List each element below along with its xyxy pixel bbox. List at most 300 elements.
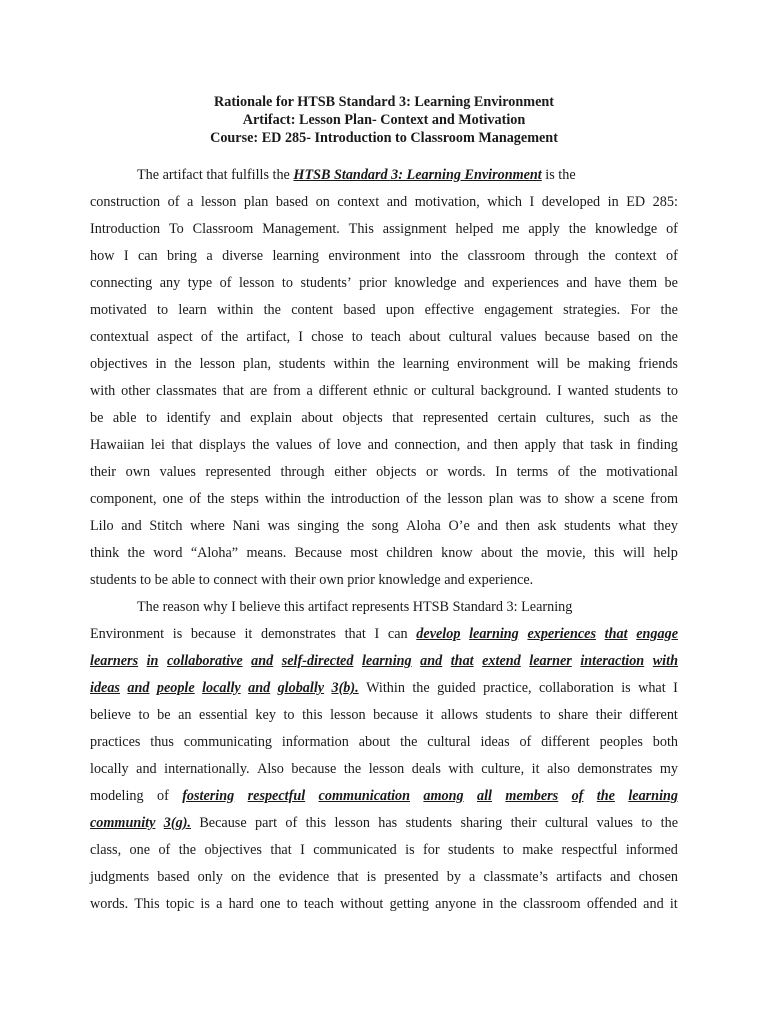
body-line (90, 891, 678, 918)
body-line (90, 189, 678, 216)
body-word: friends (638, 356, 678, 372)
body-word: and (566, 275, 587, 291)
body-word: a (600, 491, 607, 507)
body-word: experiences (491, 275, 559, 291)
body-word: is (172, 626, 183, 642)
body-word: values (500, 329, 537, 345)
body-word: of (318, 437, 331, 453)
body-word: a (206, 248, 213, 264)
body-word: have (594, 275, 622, 291)
body-word: contextual (90, 329, 150, 345)
body-word: of (200, 329, 213, 345)
body-line (90, 864, 678, 891)
body-word: and (466, 437, 488, 453)
body-word: construction (90, 194, 161, 210)
body-word: sharing (460, 815, 503, 831)
body-word: know (441, 545, 473, 561)
standard-emphasis-word: engage (636, 626, 678, 642)
body-word: the (377, 356, 395, 372)
body-word: strategies. (563, 302, 621, 318)
body-word: Within (366, 680, 405, 696)
body-word: steps (230, 491, 259, 507)
body-word: offended (586, 896, 637, 912)
body-word: either (334, 464, 367, 480)
body-word: Classroom (192, 221, 254, 237)
body-word: presented (384, 869, 439, 885)
body-word: lesson (199, 356, 236, 372)
body-word: through (280, 464, 325, 480)
body-word: of (156, 788, 169, 804)
body-word: with (448, 761, 474, 777)
body-word: objects (376, 464, 417, 480)
body-word: to (539, 707, 551, 723)
body-word: a (216, 896, 223, 912)
body-word: without (340, 896, 384, 912)
body-word: the (252, 437, 270, 453)
body-word: apply (528, 221, 560, 237)
body-word: cultural (431, 383, 475, 399)
body-word: and (220, 410, 241, 426)
body-word: and (463, 275, 485, 291)
body-word: task (590, 437, 614, 453)
body-word: classroom (467, 248, 526, 264)
body-word: my (659, 761, 678, 777)
body-word: a (306, 383, 313, 399)
body-word: informed (625, 842, 678, 858)
body-line (90, 837, 678, 864)
body-word: wanted (567, 383, 609, 399)
body-word: objects (342, 410, 383, 426)
body-word: learning (402, 356, 450, 372)
body-word: the (499, 896, 517, 912)
body-word: demonstrates (261, 626, 336, 642)
body-line (90, 594, 678, 621)
body-word: the (127, 545, 145, 561)
standard-emphasis-word: among (423, 788, 464, 804)
body-line (90, 351, 678, 378)
body-word: the (343, 761, 362, 777)
standard-emphasis-word: communication (318, 788, 410, 804)
body-word: of (189, 491, 202, 507)
body-word: word (153, 545, 183, 561)
body-word: type (187, 275, 213, 291)
body-word: by (446, 869, 461, 885)
body-word: lesson (238, 275, 275, 291)
body-word: the (579, 464, 597, 480)
body-word: classroom (523, 896, 581, 912)
body-word: upon (385, 302, 415, 318)
body-word: Environment (90, 626, 165, 642)
body-word: motivation, (414, 194, 480, 210)
body-line (90, 621, 678, 648)
body-word: aspect (157, 329, 193, 345)
body-word: to (641, 815, 653, 831)
body-word: love (336, 437, 362, 453)
body-word: this (305, 815, 327, 831)
document-heading (90, 93, 678, 147)
body-word: This (348, 221, 374, 237)
body-word: classmate’s (483, 869, 549, 885)
body-word: artifacts (556, 869, 602, 885)
body-word: Stitch (149, 518, 183, 534)
standard-emphasis-word: 3(b). (331, 680, 359, 696)
body-word: of (219, 275, 232, 291)
body-word: students (564, 518, 611, 534)
body-line (90, 378, 678, 405)
body-word: helped (455, 221, 494, 237)
body-word: are (249, 383, 268, 399)
body-word: that (222, 383, 244, 399)
body-line (90, 729, 678, 756)
body-word: ask (537, 518, 557, 534)
body-word: where (190, 518, 225, 534)
body-word: be (157, 707, 171, 723)
body-word: other (121, 383, 151, 399)
body-word: from (650, 491, 678, 507)
body-line (90, 324, 678, 351)
body-word: is (366, 869, 377, 885)
body-word: locally (90, 761, 129, 777)
body-line (90, 513, 678, 540)
standard-emphasis-word: learners (90, 653, 139, 669)
body-word: words. (90, 896, 129, 912)
body-word: learning (272, 248, 319, 264)
body-word: any (159, 275, 181, 291)
body-word: to (138, 707, 150, 723)
standard-emphasis-word: locally (202, 680, 241, 696)
body-word: certain (497, 410, 537, 426)
body-word: within (333, 356, 370, 372)
body-word: Nani (232, 518, 261, 534)
body-line (90, 756, 678, 783)
body-word: make (522, 842, 554, 858)
standard-emphasis: HTSB Standard 3: Learning Environment (293, 167, 542, 183)
body-word: the (660, 815, 678, 831)
body-word: allows (441, 707, 479, 723)
body-word: key (255, 707, 276, 723)
body-word: the (307, 491, 325, 507)
body-word: to (502, 842, 514, 858)
body-word: the (178, 842, 197, 858)
body-word: objectives (204, 842, 262, 858)
body-word: displays (199, 437, 246, 453)
body-word: cultural (448, 329, 493, 345)
body-word: of (285, 815, 298, 831)
standard-emphasis-word: and (248, 680, 271, 696)
body-word: connection, (394, 437, 461, 453)
body-word: content (291, 302, 334, 318)
body-word: because (373, 707, 419, 723)
standard-emphasis-word: that (450, 653, 474, 669)
body-word: demonstrates (577, 761, 653, 777)
body-word: movie, (546, 545, 586, 561)
body-word: because (190, 626, 236, 642)
body-line (90, 405, 678, 432)
body-word: their (510, 815, 537, 831)
body-word: the (568, 221, 587, 237)
body-word: both (652, 734, 678, 750)
body-word: chose (311, 329, 344, 345)
body-word: different (629, 707, 678, 723)
body-word: Management. (262, 221, 340, 237)
body-word: the (400, 734, 418, 750)
body-word: be (664, 275, 678, 291)
body-word: based (157, 869, 190, 885)
body-word: based (597, 329, 631, 345)
body-word: to (281, 275, 293, 291)
body-word: has (378, 815, 398, 831)
body-word: able (112, 410, 137, 426)
heading-artifact: Artifact: Lesson Plan- Context and Motivation (242, 112, 526, 128)
body-line (90, 432, 678, 459)
body-word: be (90, 410, 104, 426)
body-word: means. (246, 545, 287, 561)
body-word: thus (150, 734, 174, 750)
body-word: plan, (243, 356, 271, 372)
body-word: singing (297, 518, 340, 534)
body-word: students (278, 356, 326, 372)
body-word: teach (303, 896, 334, 912)
body-word: context (614, 248, 657, 264)
body-word: effective (424, 302, 474, 318)
body-word: share (558, 707, 589, 723)
body-word: within (264, 491, 302, 507)
body-word: the (520, 545, 539, 561)
body-word: into (409, 248, 432, 264)
body-word: plan (488, 491, 514, 507)
body-word: to (666, 383, 678, 399)
body-word: to (286, 896, 298, 912)
body-line (90, 540, 678, 567)
body-word: context (337, 194, 380, 210)
body-word: own (125, 464, 151, 480)
body-word: values (159, 464, 196, 480)
body-word: based (275, 194, 309, 210)
body-word: lesson (447, 491, 483, 507)
body-word: how (90, 248, 115, 264)
body-word: then (493, 437, 519, 453)
body-word: then (505, 518, 530, 534)
body-word: ideas (480, 734, 510, 750)
body-word: part (254, 815, 278, 831)
body-word: and (367, 437, 389, 453)
body-word: ethnic (373, 383, 408, 399)
body-word: represented (205, 464, 271, 480)
body-word: diverse (222, 248, 264, 264)
body-word: identify (166, 410, 211, 426)
standard-emphasis-word: with (652, 653, 678, 669)
body-word: communicating (183, 734, 273, 750)
body-word: I (557, 383, 562, 399)
body-word: internationally. (164, 761, 250, 777)
body-word: this (302, 707, 323, 723)
standard-emphasis-word: experiences (527, 626, 596, 642)
body-word: the (423, 491, 442, 507)
body-word: about (409, 329, 441, 345)
body-word: and (136, 761, 157, 777)
document-body (90, 162, 678, 918)
body-word: getting (389, 896, 429, 912)
body-word: or (425, 464, 438, 480)
body-word: because (291, 761, 337, 777)
standard-emphasis-word: and (127, 680, 150, 696)
body-word: teach (370, 329, 401, 345)
body-word: the (346, 518, 365, 534)
body-text: is the (541, 167, 576, 183)
body-word: can (137, 248, 158, 264)
body-word: it (244, 626, 253, 642)
standard-emphasis-word: learning (469, 626, 519, 642)
body-word: class, (90, 842, 122, 858)
body-word: about (358, 734, 391, 750)
body-word: is (200, 896, 210, 912)
body-word: of (158, 842, 171, 858)
body-word: anyone (435, 896, 477, 912)
standard-emphasis-word: people (156, 680, 195, 696)
body-word: they (653, 518, 678, 534)
body-word: Also (257, 761, 284, 777)
body-word: information (281, 734, 349, 750)
body-word: Because (294, 545, 342, 561)
body-word: to (283, 707, 295, 723)
body-word: because (544, 329, 590, 345)
standard-emphasis-word: interaction (580, 653, 645, 669)
body-word: the (174, 356, 192, 372)
standard-emphasis-word: in (146, 653, 159, 669)
body-word: objectives (90, 356, 148, 372)
body-word: their (90, 464, 116, 480)
standard-emphasis-word: community (90, 815, 156, 831)
body-word: was (519, 491, 542, 507)
body-word: to (146, 410, 158, 426)
body-word: it (531, 761, 540, 777)
body-word: guided (437, 680, 476, 696)
body-text: The reason why I believe this artifact represents HTSB Standard 3: Learning (137, 599, 573, 615)
body-word: that (270, 842, 292, 858)
body-word: communicated (313, 842, 397, 858)
body-word: Introduction (90, 221, 161, 237)
body-word: engagement (484, 302, 553, 318)
body-word: lesson (330, 707, 366, 723)
body-word: of (167, 194, 180, 210)
body-word: and (477, 518, 498, 534)
body-word: explain (250, 410, 292, 426)
body-word: that (392, 410, 414, 426)
body-word: background. (480, 383, 552, 399)
body-word: I (673, 680, 678, 696)
body-word: to (547, 491, 559, 507)
heading-title: Rationale for HTSB Standard 3: Learning Environment (213, 94, 554, 110)
body-word: such (603, 410, 630, 426)
body-word: a (187, 194, 194, 210)
standard-emphasis-word: develop (416, 626, 461, 642)
body-word: learn (178, 302, 207, 318)
body-word: I (374, 626, 380, 642)
body-word: topic (165, 896, 195, 912)
body-word: what (618, 518, 646, 534)
body-word: the (440, 248, 459, 264)
body-line (90, 297, 678, 324)
body-word: and (386, 194, 408, 210)
body-word: judgments (90, 869, 150, 885)
body-word: based (343, 302, 376, 318)
body-word: a (469, 869, 476, 885)
body-word: motivated (90, 302, 147, 318)
body-word: values (596, 815, 633, 831)
body-word: students (447, 842, 495, 858)
body-word: the (588, 248, 606, 264)
body-word: cultural (544, 815, 589, 831)
body-word: prior (359, 275, 387, 291)
body-word: the (207, 491, 225, 507)
body-word: within (217, 302, 254, 318)
standard-emphasis-word: collaborative (166, 653, 243, 669)
body-line (90, 810, 678, 837)
standard-emphasis-word: the (596, 788, 615, 804)
body-word: culture, (481, 761, 525, 777)
body-word: Lilo (90, 518, 114, 534)
body-word: peoples (599, 734, 643, 750)
body-word: apply (524, 437, 557, 453)
body-word: lei (150, 437, 165, 453)
body-word: to (157, 302, 169, 318)
body-word: bring (167, 248, 197, 264)
standard-emphasis-word: globally (277, 680, 325, 696)
body-word: To (169, 221, 184, 237)
body-word: this (594, 545, 615, 561)
standard-emphasis-word: respectful (247, 788, 306, 804)
standard-emphasis-word: and (251, 653, 274, 669)
body-line (90, 675, 678, 702)
body-word: In (495, 464, 508, 480)
body-word: component, (90, 491, 157, 507)
body-word: introduction (330, 491, 400, 507)
heading-course: Course: ED 285- Introduction to Classroom Management (210, 130, 558, 146)
body-word: assignment (382, 221, 447, 237)
body-word: cultures, (545, 410, 595, 426)
body-word: them (628, 275, 658, 291)
body-word: essential (199, 707, 248, 723)
body-word: I (298, 329, 304, 345)
body-line (90, 216, 678, 243)
body-word: respectful (561, 842, 618, 858)
body-word: the (412, 680, 430, 696)
body-word: one (259, 896, 281, 912)
body-word: help (653, 545, 678, 561)
body-word: different (541, 734, 590, 750)
standard-emphasis-word: learning (361, 653, 412, 669)
body-text: students to be able to connect with their own prior knowledge and experience. (90, 572, 534, 588)
body-word: developed (541, 194, 601, 210)
standard-emphasis-word: of (571, 788, 584, 804)
body-word: scene (612, 491, 645, 507)
body-word: song (371, 518, 399, 534)
body-word: students (405, 815, 453, 831)
body-word: connecting (90, 275, 153, 291)
body-word: in (607, 194, 619, 210)
body-word: 285: (652, 194, 678, 210)
body-word: of (666, 248, 678, 264)
body-word: cultural (427, 734, 471, 750)
body-word: their (595, 707, 622, 723)
body-word: one (129, 842, 151, 858)
body-line (90, 783, 678, 810)
body-word: on (638, 329, 653, 345)
body-word: the (660, 410, 678, 426)
body-word: represented (422, 410, 489, 426)
body-word: and (609, 869, 631, 885)
body-word: can (387, 626, 408, 642)
